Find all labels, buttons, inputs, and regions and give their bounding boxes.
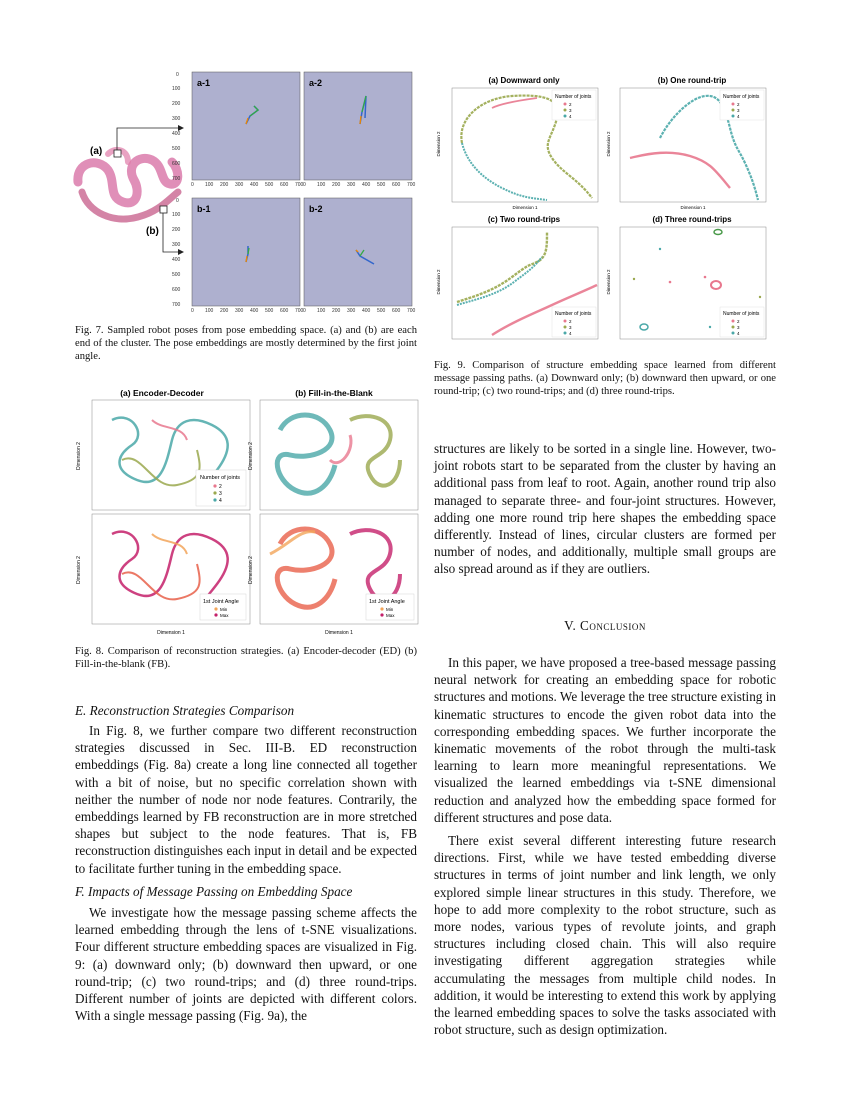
svg-text:400: 400 [172,257,181,263]
panel-label: b-2 [309,204,323,214]
fig9-title-a: (a) Downward only [488,76,560,85]
svg-text:Dimension 1: Dimension 1 [680,205,706,210]
figure-8-graphic [72,386,422,638]
section-f-body [75,904,417,1024]
fig9-title-c: (c) Two round-trips [487,215,561,224]
fig9-title-d: (d) Three round-trips [652,215,732,224]
svg-text:2: 2 [219,484,222,490]
svg-text:700: 700 [407,308,416,312]
pose-panel-a2 [304,72,412,180]
paragraph: There exist several different interesting future research directions. First, while we have tested embedding diverse structures in terms of joint number and link length, we only explored simple linear structures in this study. Therefore, we hope to add more complexity to the robot structure, such as more nodes, various types of revolute joints, and graph structures including closed chain. This will also require investigating different aggregation strategies while accumulating the messages from multiple child nodes. In addition, it would be interesting to extend this work by applying the learned embedding spaces to solve the tasks associated with robot structure, such as design optimization. [434,833,776,1038]
svg-text:2: 2 [569,319,572,324]
pose-panel-b1 [192,198,300,306]
panel-label: a-1 [197,78,211,88]
fig7-x-ticks-bottom [191,308,416,312]
svg-text:600: 600 [392,182,401,188]
svg-text:0: 0 [303,308,306,312]
fig9-panel-b [620,88,766,202]
svg-text:600: 600 [280,308,289,312]
svg-text:Dimension 2: Dimension 2 [606,269,611,295]
svg-text:3: 3 [219,491,222,497]
svg-text:300: 300 [172,242,181,248]
svg-text:3: 3 [737,108,740,113]
svg-text:100: 100 [205,308,214,312]
svg-text:700: 700 [295,182,304,188]
svg-text:500: 500 [172,146,181,152]
svg-text:Dimension 2: Dimension 2 [76,442,82,470]
svg-text:600: 600 [172,287,181,293]
figure-9-caption: Fig. 9. Comparison of structure embedding space learned from different message passing paths. (a) Downward only; (b) downward then upward, or one round-trip; (c) two round-trips; and (d) three round-trips. [434,360,776,398]
pose-panel-b2 [304,198,412,306]
section-f-continued [434,440,776,578]
svg-text:Dimension 2: Dimension 2 [248,556,254,584]
fig8-title-b: (b) Fill-in-the-Blank [295,388,373,398]
svg-text:600: 600 [280,182,289,188]
svg-text:100: 100 [172,86,181,92]
fig9-panel-d [620,227,766,339]
figure-8 [72,386,422,638]
label-b: (b) [146,226,159,237]
svg-text:300: 300 [235,182,244,188]
svg-text:Dimension 1: Dimension 1 [512,205,538,210]
svg-text:500: 500 [265,308,274,312]
svg-text:100: 100 [205,182,214,188]
svg-text:Number of joints: Number of joints [723,94,760,100]
figure-7 [68,62,423,312]
svg-text:2: 2 [737,102,740,107]
svg-text:Min: Min [386,607,394,612]
fig8-panel-fb-angle [260,514,418,624]
svg-text:1st Joint Angle: 1st Joint Angle [369,599,405,605]
svg-text:200: 200 [172,101,181,107]
svg-text:500: 500 [265,182,274,188]
figure-7-graphic [68,62,423,312]
svg-text:700: 700 [295,308,304,312]
svg-text:400: 400 [250,308,259,312]
svg-text:100: 100 [317,182,326,188]
svg-text:Min: Min [220,607,228,612]
conclusion-body [434,654,776,1038]
svg-text:4: 4 [569,331,572,336]
svg-text:Number of joints: Number of joints [723,311,760,317]
svg-text:Dimension 2: Dimension 2 [436,131,441,157]
svg-text:500: 500 [377,308,386,312]
svg-text:200: 200 [332,182,341,188]
svg-text:Dimension 2: Dimension 2 [248,442,254,470]
svg-text:Dimension 2: Dimension 2 [606,131,611,157]
label-a: (a) [90,146,103,157]
fig7-x-ticks-top [191,182,416,188]
svg-text:400: 400 [250,182,259,188]
svg-text:3: 3 [737,325,740,330]
fig8-panel-fb-joints [260,400,418,510]
svg-text:700: 700 [172,176,181,182]
svg-text:200: 200 [220,308,229,312]
svg-text:400: 400 [362,308,371,312]
svg-text:2: 2 [569,102,572,107]
svg-text:400: 400 [172,131,181,137]
svg-text:200: 200 [172,227,181,233]
svg-text:600: 600 [172,161,181,167]
fig8-panel-ed-angle [92,514,250,624]
svg-text:0: 0 [191,308,194,312]
svg-text:100: 100 [317,308,326,312]
svg-text:0: 0 [176,198,179,204]
svg-text:2: 2 [737,319,740,324]
svg-text:4: 4 [737,331,740,336]
svg-text:100: 100 [172,212,181,218]
pose-panel-a1 [192,72,300,180]
svg-text:700: 700 [407,182,416,188]
svg-text:Max: Max [386,613,395,618]
svg-text:Max: Max [220,613,229,618]
figure-8-caption: Fig. 8. Comparison of reconstruction strategies. (a) Encoder-decoder (ED) (b) Fill-in-the-blank (FB). [75,646,417,671]
svg-text:200: 200 [332,308,341,312]
svg-text:300: 300 [347,182,356,188]
svg-text:1st Joint Angle: 1st Joint Angle [203,599,239,605]
svg-text:600: 600 [392,308,401,312]
svg-text:400: 400 [362,182,371,188]
svg-text:Dimension 2: Dimension 2 [436,269,441,295]
paragraph: We investigate how the message passing scheme affects the learned embedding through the lens of t-SNE visualizations. Four different structure embedding spaces are visualized in Fig. 9: (a) downward only; (b) downward then upward, or one round-trip; (c) two round-trips; and (d) three round-trips. Different number of joints are depicted with different colors. With a single message passing (Fig. 9a), the [75,905,417,1024]
svg-text:Number of joints: Number of joints [200,475,241,481]
svg-text:4: 4 [569,114,572,119]
cluster-end-b-marker [160,206,167,213]
cluster-end-a-marker [114,150,121,157]
svg-text:500: 500 [377,182,386,188]
svg-text:0: 0 [191,182,194,188]
svg-text:4: 4 [737,114,740,119]
panel-label: a-2 [309,78,323,88]
svg-text:200: 200 [220,182,229,188]
svg-text:300: 300 [347,308,356,312]
figure-9-graphic [434,72,774,344]
svg-text:3: 3 [569,325,572,330]
figure-9 [434,72,774,344]
svg-text:500: 500 [172,272,181,278]
fig9-title-b: (b) One round-trip [657,76,727,85]
svg-text:Dimension 2: Dimension 2 [76,556,82,584]
svg-text:Number of joints: Number of joints [555,94,592,100]
svg-text:0: 0 [176,72,179,78]
paragraph: In this paper, we have proposed a tree-based message passing neural network for creating an embedding space for robotic structures and motions. We leverage the tree structure existing in kinematic structures to encode the given robot data into the corresponding embedding spaces. We further incorporate the kinematic movements of the robot through the multi-task learning to learn more meaningful representations. We visualized the learned embeddings via t-SNE dimensional reduction and analyzed how the embedding space formed for different structures and pose data. [434,655,776,825]
panel-label: b-1 [197,204,211,214]
svg-text:4: 4 [219,498,222,504]
svg-text:300: 300 [172,116,181,122]
figure-7-caption: Fig. 7. Sampled robot poses from pose embedding space. (a) and (b) are each end of the cluster. The pose embeddings are mostly determined by the first joint angle. [75,325,417,363]
fig8-panel-ed-joints [92,400,250,510]
svg-text:3: 3 [569,108,572,113]
svg-text:0: 0 [303,182,306,188]
paragraph: structures are likely to be sorted in a single line. However, two-joint robots start to be separated from the cluster by having an additional pass from leaf to root. Again, another round trip also managed to separate three- and four-joint structures. However, adding one more round trip here shapes the embedding space differently. Instead of lines, circular clusters are formed per number of nodes, and additionally, multiple small groups are also spread around as if they are outliers. [434,441,776,577]
svg-text:700: 700 [172,302,181,308]
fig9-panel-c [452,227,598,339]
section-e-title: E. Reconstruction Strategies Comparison [75,703,295,718]
svg-text:Dimension 1: Dimension 1 [157,630,185,636]
section-v-title: V. Conclusion [564,618,646,633]
svg-text:Number of joints: Number of joints [555,311,592,317]
section-f-title: F. Impacts of Message Passing on Embedding Space [75,884,353,899]
section-e-body [75,722,417,877]
fig8-title-a: (a) Encoder-Decoder [120,388,204,398]
paragraph: In Fig. 8, we further compare two different reconstruction strategies discussed in Sec. III-B. ED reconstruction embeddings (Fig. 8a) create a long line connected all together with a bit of noise, but no specific correlation shown with neither the number of node nor node features. Contrarily, the embeddings learned by FB reconstruction are in more stretched shapes but subject to the node features. That is, FB reconstruction distinguishes each input in detail and be expected to facilitate further tuning in the embedding space. [75,723,417,876]
svg-text:300: 300 [235,308,244,312]
svg-text:Dimension 1: Dimension 1 [325,630,353,636]
fig9-panel-a [452,88,598,202]
